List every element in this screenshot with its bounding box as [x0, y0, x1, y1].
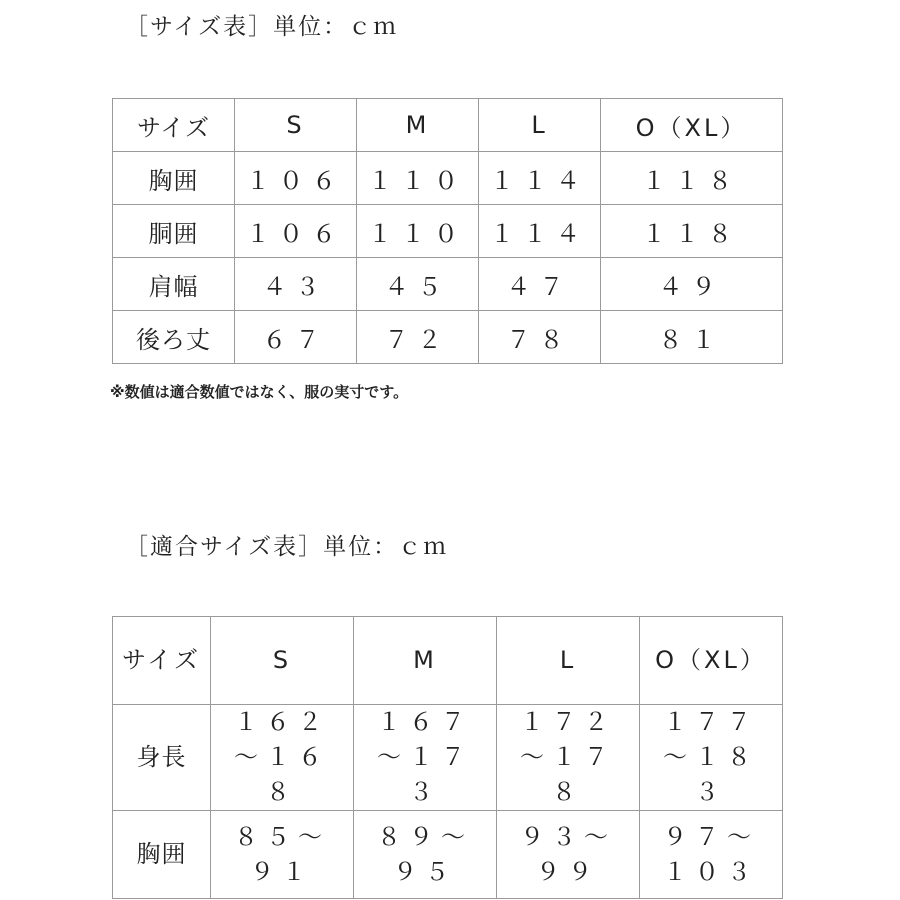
table-header-row	[113, 617, 783, 705]
row-label-length: 後ろ丈	[113, 311, 235, 364]
cell-text: １６７～１７３	[377, 708, 473, 806]
cell-text: ８５～９１	[234, 822, 330, 886]
header-xl-text: O（XL）	[655, 646, 767, 674]
table-row	[113, 205, 783, 258]
size-table	[112, 98, 783, 364]
cell-value: ７２	[357, 311, 479, 364]
cell-text: １７７～１８３	[663, 708, 759, 806]
table-header-row	[113, 99, 783, 152]
header-s: S	[235, 99, 357, 152]
cell-value: １０６	[235, 205, 357, 258]
table-row	[113, 258, 783, 311]
cell-value: １１４	[479, 205, 601, 258]
cell-text: １６２～１６８	[234, 708, 330, 806]
cell-value: １１８	[601, 205, 783, 258]
cell-value	[640, 705, 783, 811]
cell-value	[640, 811, 783, 899]
cell-value	[354, 705, 497, 811]
table-row	[113, 311, 783, 364]
header-m: M	[357, 99, 479, 152]
header-m: M	[354, 617, 497, 705]
table-row	[113, 152, 783, 205]
header-l: L	[497, 617, 640, 705]
table-row	[113, 811, 783, 899]
header-xl	[640, 617, 783, 705]
header-xl: O（XL）	[601, 99, 783, 152]
cell-value	[211, 705, 354, 811]
header-l: L	[479, 99, 601, 152]
cell-text: １７２～１７８	[520, 708, 616, 806]
cell-value: ６７	[235, 311, 357, 364]
cell-value: ４７	[479, 258, 601, 311]
cell-value: １１４	[479, 152, 601, 205]
table-row	[113, 705, 783, 811]
size-table-note: ※数値は適合数値ではなく、服の実寸です。	[110, 383, 409, 401]
cell-text: ９７～１０３	[663, 822, 759, 886]
cell-value	[354, 811, 497, 899]
row-label-chest: 胸囲	[113, 152, 235, 205]
cell-text: ９３～９９	[520, 822, 616, 886]
row-label-waist: 胴囲	[113, 205, 235, 258]
cell-value: １１０	[357, 205, 479, 258]
cell-value: １０６	[235, 152, 357, 205]
fit-table	[112, 616, 783, 899]
size-table-heading: ［サイズ表］単位：ｃｍ	[125, 14, 399, 40]
cell-value: ４３	[235, 258, 357, 311]
cell-value	[497, 705, 640, 811]
cell-text: ８９～９５	[377, 822, 473, 886]
cell-value	[211, 811, 354, 899]
cell-value: ８１	[601, 311, 783, 364]
cell-value: １１８	[601, 152, 783, 205]
cell-value: ７８	[479, 311, 601, 364]
header-s: S	[211, 617, 354, 705]
cell-value: ４９	[601, 258, 783, 311]
cell-value: ４５	[357, 258, 479, 311]
row-label-height: 身長	[113, 705, 211, 811]
row-label-chest: 胸囲	[113, 811, 211, 899]
cell-value	[497, 811, 640, 899]
header-size: サイズ	[113, 99, 235, 152]
row-label-shoulder: 肩幅	[113, 258, 235, 311]
cell-value: １１０	[357, 152, 479, 205]
fit-table-heading: ［適合サイズ表］単位：ｃｍ	[125, 534, 449, 560]
header-size: サイズ	[113, 617, 211, 705]
